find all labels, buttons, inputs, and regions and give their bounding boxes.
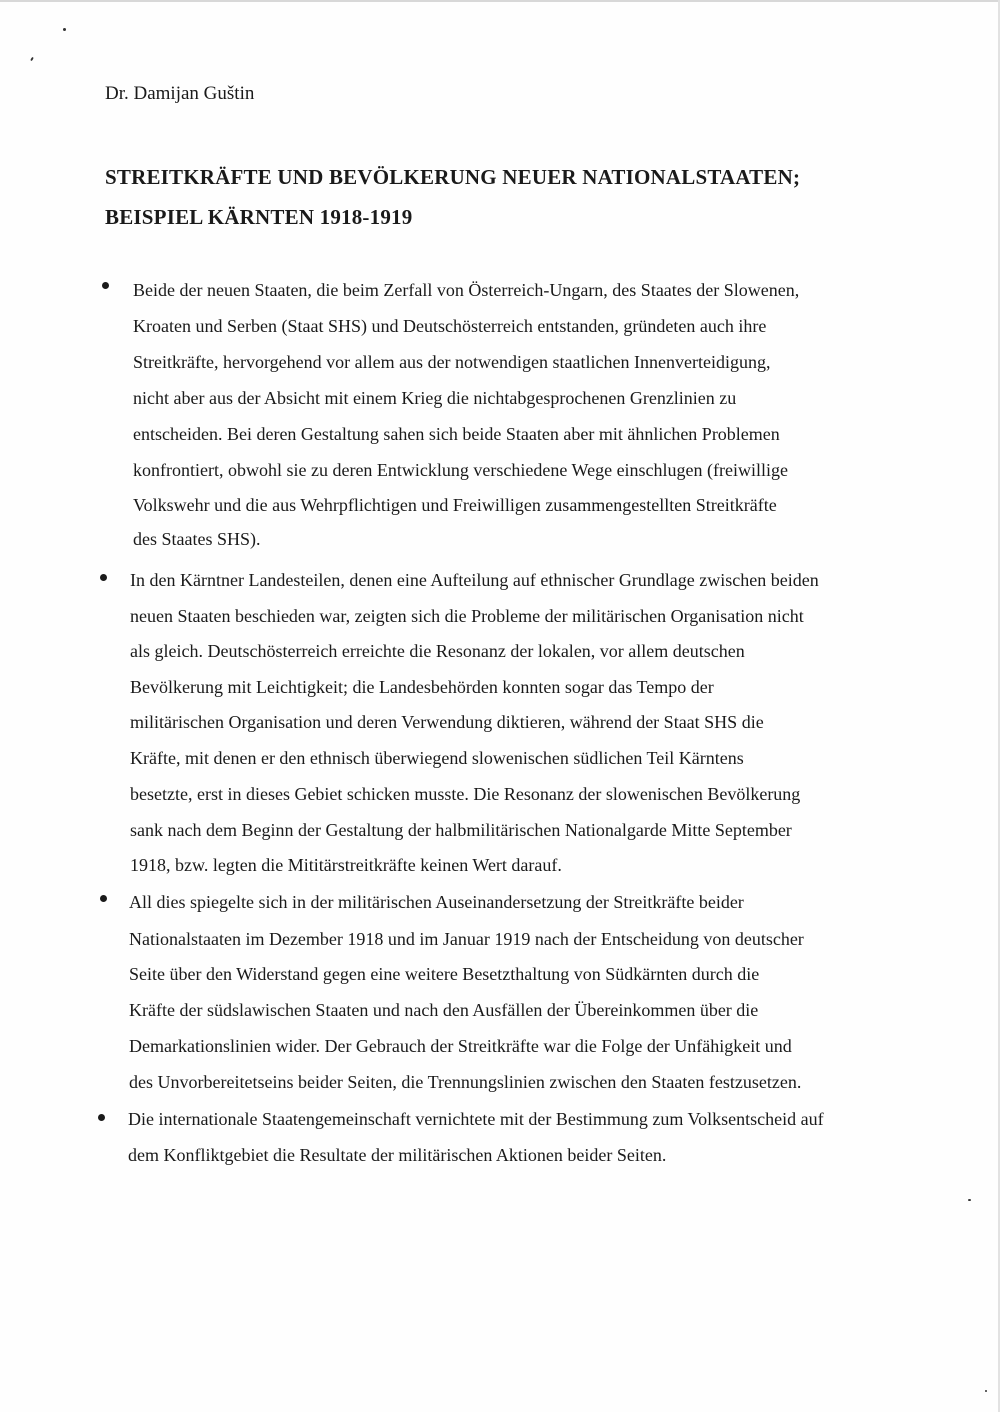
bullet-1-line-4: nicht aber aus der Absicht mit einem Krieg die nichtabgesprochenen Grenzlinien zu: [133, 388, 737, 408]
document-title: [105, 157, 925, 237]
title-line-1: STREITKRÄFTE UND BEVÖLKERUNG NEUER NATIONALSTAATEN;: [105, 165, 801, 189]
bullet-2-line-9: 1918, bzw. legten die Mititärstreitkräfte keinen Wert darauf.: [130, 855, 562, 875]
bullet-dot: [100, 895, 107, 902]
scan-speck: [30, 57, 34, 61]
bullet-1-line-6: konfrontiert, obwohl sie zu deren Entwicklung verschiedene Wege einschlugen (freiwillige: [133, 460, 789, 480]
bullet-3-line-4: Kräfte der südslawischen Staaten und nach den Ausfällen der Übereinkommen über die: [129, 1000, 759, 1020]
bullet-3-line-1: All dies spiegelte sich in der militärischen Auseinandersetzung der Streitkräfte beider: [129, 892, 744, 912]
bullet-1-line-2: Kroaten und Serben (Staat SHS) und Deutschösterreich entstanden, gründeten auch ihre: [133, 316, 767, 336]
bullet-dot: [98, 1114, 105, 1121]
bullet-4-line-1: Die internationale Staatengemeinschaft vernichtete mit der Bestimmung zum Volksentscheid auf: [128, 1109, 824, 1129]
bullet-1-line-7: Volkswehr und die aus Wehrpflichtigen und Freiwilligen zusammengestellten Streitkräfte: [133, 495, 777, 515]
scan-speck: [63, 28, 66, 31]
bullet-2-line-6: Kräfte, mit denen er den ethnisch überwiegend slowenischen südlichen Teil Kärntens: [130, 748, 744, 768]
bullet-2-line-1: In den Kärntner Landesteilen, denen eine Aufteilung auf ethnischer Grundlage zwischen beiden: [130, 570, 819, 590]
bullet-2-line-4: Bevölkerung mit Leichtigkeit; die Landesbehörden konnten sogar das Tempo der: [130, 677, 714, 697]
bullet-1-line-3: Streitkräfte, hervorgehend vor allem aus der notwendigen staatlichen Innenverteidigung,: [133, 352, 771, 372]
bullet-4-line-2: dem Konfliktgebiet die Resultate der militärischen Aktionen beider Seiten.: [128, 1145, 667, 1165]
bullet-3-line-6: des Unvorbereitetseins beider Seiten, die Trennungslinien zwischen den Staaten festzusetzen.: [129, 1072, 802, 1092]
title-line-2: BEISPIEL KÄRNTEN 1918-1919: [105, 205, 413, 229]
bullet-3-line-2: Nationalstaaten im Dezember 1918 und im Januar 1919 nach der Entscheidung von deutscher: [129, 929, 804, 949]
author-name: Dr. Damijan Guštin: [105, 83, 255, 104]
scan-speck: [968, 1199, 971, 1201]
bullet-2-line-7: besetzte, erst in dieses Gebiet schicken musste. Die Resonanz der slowenischen Bevölkerung: [130, 784, 801, 804]
bullet-2-line-8: sank nach dem Beginn der Gestaltung der halbmilitärischen Nationalgarde Mitte September: [130, 820, 792, 840]
bullet-dot: [102, 282, 109, 289]
bullet-2-line-3: als gleich. Deutschösterreich erreichte die Resonanz der lokalen, vor allem deutschen: [130, 641, 745, 661]
bullet-3-line-5: Demarkationslinien wider. Der Gebrauch der Streitkräfte war die Folge der Unfähigkeit und: [129, 1036, 792, 1056]
bullet-3-line-3: Seite über den Widerstand gegen eine weitere Besetzthaltung von Südkärnten durch die: [129, 964, 760, 984]
bullet-dot: [100, 574, 107, 581]
bullet-1-line-5: entscheiden. Bei deren Gestaltung sahen sich beide Staaten aber mit ähnlichen Problemen: [133, 424, 780, 444]
scan-speck: [985, 1390, 987, 1392]
bullet-1-line-1: Beide der neuen Staaten, die beim Zerfall von Österreich-Ungarn, des Staates der Slowenen,: [133, 280, 800, 300]
bullet-2-line-2: neuen Staaten beschieden war, zeigten sich die Probleme der militärischen Organisation nicht: [130, 606, 804, 626]
bullet-1-line-8: des Staates SHS).: [133, 529, 261, 549]
bullet-2-line-5: militärischen Organisation und deren Verwendung diktieren, während der Staat SHS die: [130, 712, 764, 732]
scan-edge-top: [0, 0, 1000, 2]
